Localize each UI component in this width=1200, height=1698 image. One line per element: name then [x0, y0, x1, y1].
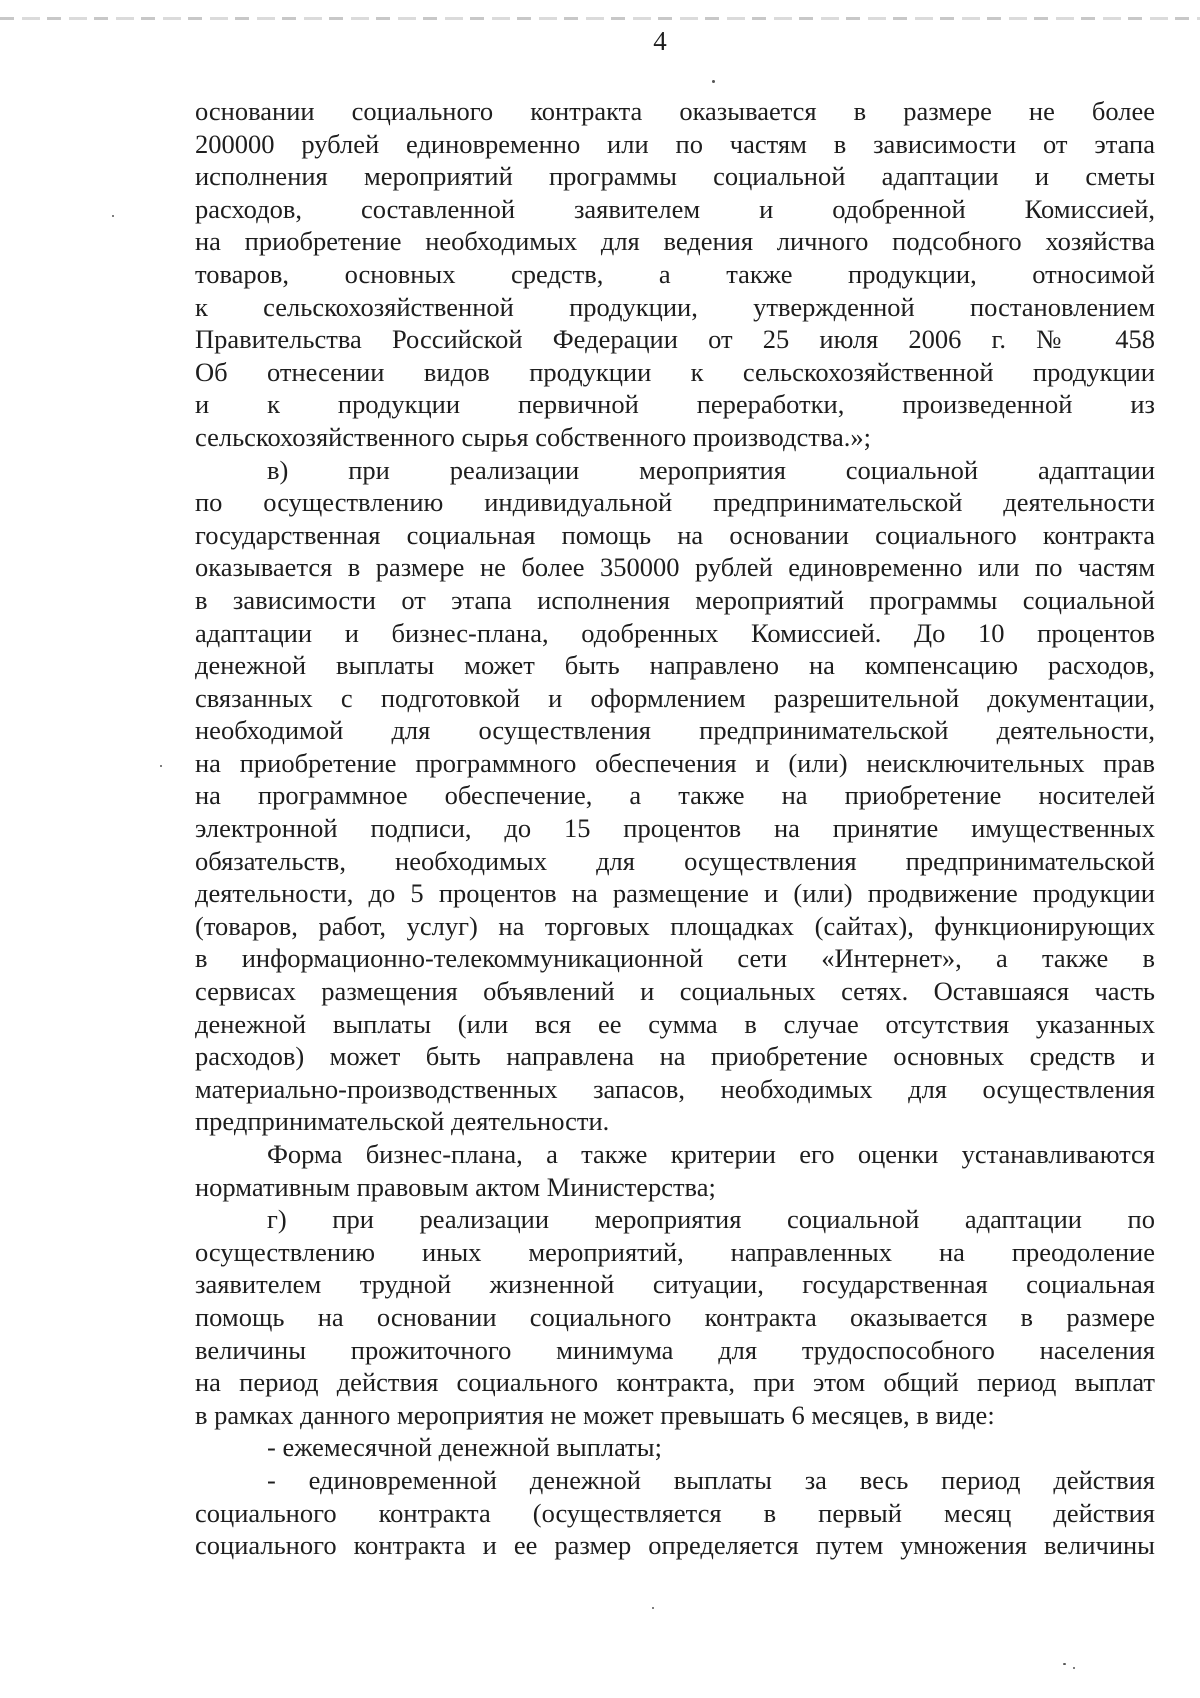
text-line: оказывается в размере не более 350000 рублей единовременно или по частям	[195, 552, 1155, 583]
text-line: материально-производственных запасов, необходимых для осуществления	[195, 1073, 1155, 1104]
scan-speck	[1063, 1663, 1066, 1665]
scan-speck	[160, 765, 162, 767]
text-line: 200000 рублей единовременно или по частям в зависимости от этапа	[195, 128, 1155, 159]
scan-header-artifact	[0, 17, 1200, 20]
text-line: товаров, основных средств, а также продукции, относимой	[195, 258, 1155, 289]
text-line: нормативным правовым актом Министерства;	[195, 1171, 716, 1202]
text-line: к сельскохозяйственной продукции, утвержденной постановлением	[195, 291, 1155, 322]
text-line: расходов) может быть направлена на приобретение основных средств и	[195, 1041, 1155, 1072]
text-line: на программное обеспечение, а также на приобретение носителей	[195, 780, 1155, 811]
text-line: величины прожиточного минимума для трудоспособного населения	[195, 1334, 1155, 1365]
text-line: необходимой для осуществления предпринимательской деятельности,	[195, 715, 1155, 746]
text-line: связанных с подготовкой и оформлением разрешительной документации,	[195, 682, 1155, 713]
text-line: деятельности, до 5 процентов на размещение и (или) продвижение продукции	[195, 878, 1155, 909]
text-line: сельскохозяйственного сырья собственного производства.»;	[195, 421, 872, 452]
text-line: на приобретение необходимых для ведения личного подсобного хозяйства	[195, 226, 1155, 257]
text-line: осуществлению иных мероприятий, направленных на преодоление	[195, 1236, 1155, 1267]
scan-speck	[112, 215, 114, 217]
text-line: исполнения мероприятий программы социальной адаптации и сметы	[195, 161, 1155, 192]
paragraph-business-plan	[195, 1138, 1155, 1203]
text-line: Правительства Российской Федерации от 25 июля 2006 г. № 458	[195, 324, 1155, 355]
text-line: - ежемесячной денежной выплаты;	[267, 1432, 662, 1463]
text-line: расходов, составленной заявителем и одобренной Комиссией,	[195, 193, 1155, 224]
scan-speck	[652, 1607, 654, 1609]
text-line: электронной подписи, до 15 процентов на принятие имущественных	[195, 813, 1155, 844]
text-line: Форма бизнес-плана, а также критерии его оценки устанавливаются	[267, 1139, 1155, 1169]
text-line: социального контракта и ее размер определяется путем умножения величины	[195, 1530, 1155, 1561]
text-line: на период действия социального контракта, при этом общий период выплат	[195, 1367, 1155, 1398]
text-line: г) при реализации мероприятия социальной адаптации по	[267, 1204, 1155, 1235]
list-item-monthly	[195, 1431, 1155, 1464]
text-line: основании социального контракта оказывается в размере не более	[195, 96, 1155, 126]
text-line: Об отнесении видов продукции к сельскохозяйственной продукции	[195, 356, 1155, 387]
paragraph-item-g	[195, 1203, 1155, 1431]
text-line: в зависимости от этапа исполнения мероприятий программы социальной	[195, 584, 1155, 615]
text-line: государственная социальная помощь на основании социального контракта	[195, 519, 1155, 550]
text-line: - единовременной денежной выплаты за весь период действия	[267, 1464, 1155, 1495]
text-line: денежной выплаты может быть направлено на компенсацию расходов,	[195, 650, 1155, 681]
text-line: заявителем трудной жизненной ситуации, государственная социальная	[195, 1269, 1155, 1300]
paragraph-continuation	[195, 95, 1155, 454]
page-number: 4	[653, 26, 667, 56]
text-line: обязательств, необходимых для осуществления предпринимательской	[195, 845, 1155, 876]
scan-speck	[712, 80, 715, 83]
list-item-lump-sum	[195, 1464, 1155, 1562]
text-line: адаптации и бизнес-плана, одобренных Комиссией. До 10 процентов	[195, 617, 1155, 648]
document-body	[195, 95, 1155, 1562]
paragraph-item-v	[195, 454, 1155, 1138]
text-line: предпринимательской деятельности.	[195, 1106, 610, 1137]
text-line: и к продукции первичной переработки, произведенной из	[195, 389, 1155, 420]
text-line: помощь на основании социального контракта оказывается в размере	[195, 1301, 1155, 1332]
text-line: в рамках данного мероприятия не может превышать 6 месяцев, в виде:	[195, 1399, 995, 1430]
text-line: сервисах размещения объявлений и социальных сетях. Оставшаяся часть	[195, 976, 1155, 1007]
text-line: социального контракта (осуществляется в первый месяц действия	[195, 1497, 1155, 1528]
text-line: в) при реализации мероприятия социальной адаптации	[267, 454, 1155, 485]
text-line: по осуществлению индивидуальной предпринимательской деятельности	[195, 487, 1155, 518]
scan-speck	[1073, 1667, 1075, 1669]
text-line: (товаров, работ, услуг) на торговых площадках (сайтах), функционирующих	[195, 910, 1155, 941]
text-line: на приобретение программного обеспечения и (или) неисключительных прав	[195, 747, 1155, 778]
text-line: в информационно-телекоммуникационной сети «Интернет», а также в	[195, 943, 1155, 974]
text-line: денежной выплаты (или вся ее сумма в случае отсутствия указанных	[195, 1008, 1155, 1039]
